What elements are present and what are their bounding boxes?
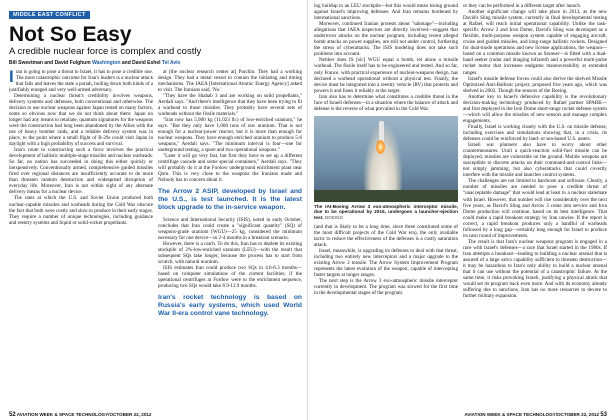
byline-authors-1: Bill Sweetman and David Fulghum: [9, 59, 91, 66]
left-columns: [9, 69, 302, 323]
byline-authors-2: and David Eshel: [121, 59, 161, 66]
paragraph: Israel, meanwhile, is upgrading its defenses to deal with that threat, including two entirely new interceptors and a major upgrade to the existing Arrow 2 missile. The Arrow System Improvement Program represents the latest evolution of the weapon, capable of intercepting faster targets at longer ranges.: [314, 247, 458, 278]
paragraph: The challenges are not limited to hardware and software. Clearly, a number of missiles are needed to pose a credible threat of "unacceptable damage" that would lead at least to a nuclear stalemate with Israel. However, that number will rise considerably over the next five years, as David's Sling and Arrow 3 come into service and Iron Dome production will continue, based on its best intelligence. That could make a rapid breakout strategy by Iran unwise. If the report is correct, a rapid breakout produces only a handful of warheads followed by a long gap—certainly long enough for Israel to produce its next round of improvements.: [463, 178, 607, 239]
paragraph: at [the nuclear research center at] Parchin. They had a working design. They had a metal vessel to contain the initiating and timing mechanisms. The IAEA [International Atomic Energy Agency] asked to visit. The Iranians said, 'No.': [158, 68, 302, 93]
paragraph: Iran also has to determine what constitutes a credible threat in the face of Israeli defenses—in a situation where the balance of attack and defense is the reverse of what prevailed in the Cold War.: [314, 93, 458, 112]
paragraph: "They have the Shahab 3 and are working on solid propellants," Aerdali says. "And there's intelligence that they have been trying to fit a warhead to those missiles. They probably have several sets of warheads without the fissile materials.": [158, 92, 302, 117]
paragraph: Determining a nuclear threat's credibility involves weapons, delivery systems and defenses, both conventional and otherwise. The decision to use nuclear weapons against Japan rested on many factors, some so obvious now that we do not think about them: Japan no longer had any means to retaliate, quantum signatures for the weapons were the construction had long been abandoned by the Allies with the use of heavy bomber raids, and a reliable delivery system was in place, to the point where a small flight of B-29s could visit Japan in daylight with a high probability of success and survival.: [9, 92, 153, 148]
footer-left: [9, 412, 151, 418]
paragraph: ing buildup to an LEU stockpile—but this would mean losing ground against Israel's improving defenses. And Iran remains burdened by international sanctions.: [314, 3, 458, 22]
caption-text: The IAI-Boeing Arrow 3 exo-atmospheric interceptor missile, due to be operational by 2016, undergoes a launcher-ejection test.: [314, 203, 458, 221]
headline: Not So Easy: [9, 23, 132, 46]
right-columns: [314, 3, 607, 299]
page-number: 53: [600, 412, 607, 418]
left-column-1: [9, 69, 153, 323]
paragraph: Israel's missile defense forces could also derive the shelved Missile Optimized Anti-Ballistic project, proposed five years ago, which was shelved in 2002. Though the sensors of the Boeing.: [463, 75, 607, 94]
paragraph: The next step is the Arrow 3 exo-atmospheric missile interceptor currently in development. The program was slowed for the first time in the developmental stages of the program.: [314, 278, 458, 297]
paragraph: Iran's route to constructing such a force involves the practical development of ballistic multiple-stage missiles and nuclear warheads. So far, no nation has succeeded in doing this either quickly or inexpensively. Conventionally armed, comprehensive guided missiles fired over regional distances are insufficiently accurate to do more than threaten random destruction and widespread disruption of everyday life. Moreover, Iran is not within sight of any alternate delivery means for a nuclear device.: [9, 147, 153, 196]
section-label: MIDDLE EAST CONFLICT: [9, 11, 90, 19]
left-column-2: [158, 69, 302, 323]
page-number: 52: [9, 412, 16, 418]
photo-credit: BOEING: [324, 215, 344, 221]
footer-right: [464, 412, 607, 418]
subhead: A credible nuclear force is complex and costly: [9, 46, 202, 57]
paragraph: "Later it will go very fast, but first they have to set up a different centrifuge cascade and some special containers," Aerdali says. "They will probably do it at the Fordow underground enrichment plant near Qom. This is very close to the weapons the Iranians made and Nobody has to concern about it.: [158, 153, 302, 184]
paragraph: Moreover, continued Iranian protests about "sabotage"—including allegations that IAEA inspectors are directly involved—suggest that underrover attacks on the nuclear program, including recent alleged bomb attacks on power supplies, are still not under control, furthering the stress of cyberattacks. The ISIS modeling does not take such problems into account.: [314, 21, 458, 58]
paragraph: However, there is a catch. To do this, Iran has to deplete its existing stockpile of 2%-low-enriched uranium (LEU)—with the result that subsequent SQs take longer, because the process has to start from scratch, with natural uranium.: [158, 240, 302, 266]
paragraph: Another significant change will take place in 2013, as the new David's Sling missile system, currently in final developmental testing at Rafael, will reach initial operational capability. Unlike the task-specific Arrow 2 and Iron Dome, David's Sling was developed as a flexible, multi-purpose weapon system capable of engaging aircraft, cruise and guided missiles, and long-range ballistic rockets. Designed for dual-mode operations and new license applications, the weapon—based on a common missile known as Stunner—is fitted with a dual-band seeker (radar and imaging infrared) and a powerful multi-pulse rocket motor that increases endgame maneuverability at extended ranges.: [463, 9, 607, 76]
paragraph: "Iran now has 5,000 kg (11,023 lb.) of low-enriched uranium," he says. "But they only have 1,000 tons of raw uranium. That is not enough for a nuclear-power reactor, but it is more than enough for nuclear weapons. They have enough enriched uranium to produce 5-6 weapons," Aerdali says. "The minimum interval is four—one for underground testing, a spare and two operational weapons.": [158, 116, 302, 154]
footer-text: AVIATION WEEK & SPACE TECHNOLOGY/OCTOBER 22, 2012: [16, 412, 152, 417]
right-column-1: [314, 3, 458, 299]
paragraph: Finally, Israel is working closely with the U.S. on missile defense, including exercises and simulations showing that, in a crisis, its defenses could be reinforced by land- or sea-based U.S. assets.: [463, 123, 607, 143]
pull-quote: The Arrow 2 ASIP, developed by Israel and the U.S., is test launched. It is the latest block upgrade to the in-service weapon.: [158, 188, 302, 211]
pull-quote-2: Iran's rocket technology is based on Russia's early systems, which used World War II-era control vane technology.: [158, 294, 302, 317]
paragraph: or they can be performed in a different target after launch.: [463, 3, 582, 9]
byline: [9, 60, 302, 66]
footer-text: AVIATION WEEK & SPACE TECHNOLOGY/OCTOBER 22, 2012: [464, 412, 600, 417]
paragraph: ISIS estimates Iran could produce two SQs in 4.6-6.3 months—based on computer simulations of the current facilities; if the operational centrifuges at Fordow were to the enrichment sequence, producing two SQs would take 8.9-12.9 months.: [158, 265, 302, 290]
right-column-2: [463, 3, 607, 299]
byline-affiliation-1: Washington: [92, 59, 121, 66]
arrow-3-launch-photo: [314, 116, 458, 202]
byline-affiliation-2: Tel Aviv: [161, 59, 181, 66]
paragraph: Science and International Security (ISIS), noted in early October, concludes that Iran could create a "significant quantity" (SQ) of weapons-grade uranium (WGU)—25 kg, considered the minimum necessary for one device—in 2-4 months in a breakout scenario.: [158, 216, 302, 241]
paragraph: The rates at which the U.S. and Soviet Union produced both nuclear-capable missiles and warheads during the Cold War obscure the fact that both were costly and slow to produce in their early stages. They require a number of unique technologies, including guidance and reentry systems and liquid or solid-rocket propellants.: [9, 195, 153, 226]
photo-caption: [314, 204, 458, 221]
right-page: [308, 0, 616, 420]
drop-cap: I: [9, 68, 14, 86]
paragraph: The result is that Iran's nuclear weapons program is engaged in a race with Israel's defenses—a race that Israel started in the 1980s. If Iran attempts a breakout—leading to building a nuclear arsenal that is assured of a large salvo capability sufficient to threaten destruction—it may be hazardous to Iran's only ability to build a nuclear arsenal that it can use without the potential of a catastrophic failure. At the same time, it risks provoking Israeli, justifying a physical attack that would set its program back even more. And with its economy already suffering due to sanctions, Iran has no more resources to devote to further military expansion.: [463, 238, 607, 300]
paragraph: Another key to Israel's defensive capability is the revolutionary decision-making technology produced by Rafael partner SPARK—and first deployed in the Iron Dome short-range rocket defense system—which will allow the missiles of new sensors and manage complex engagements.: [463, 93, 607, 124]
paragraph: ran is going to pose a threat to Israel, it has to pose a credible one. The most catastrophic outcome for Iran's leaders is a nuclear attack that fails and leaves the state a pariah, boiling down both kinds of a justifiably enraged and very well-armed adversary.: [9, 68, 153, 93]
paragraph: Neither does IS [sic] WGU equal a bomb, let alone a missile warhead. The fissile itself has to be engineered and tested. And so far, only France, with practical experience of nuclear-weapons design, has declared a warhead operational without a physical test. Finally, the device must be integrated into a reentry vehicle (RV) that protects and powers it and fuses it reliably at the target.: [314, 57, 458, 94]
paragraph: (and that is likely to be a long time, since three constituted some of the most difficult projects of the Cold War era), the only available tactic to reduce the effectiveness of the defenses is a costly saturation attack.: [314, 223, 458, 248]
paragraph: Israeli war planners also have to worry about other countermeasures. Until a quick-reaction solid-fuel missile can be deployed, missiles are vulnerable on the ground. Mobile weapons are susceptible to discrete attacks on their command-and-control links—not simply jamming, but also cyberattacks that could covertly interfere with the missile and launcher control systems.: [463, 142, 607, 179]
